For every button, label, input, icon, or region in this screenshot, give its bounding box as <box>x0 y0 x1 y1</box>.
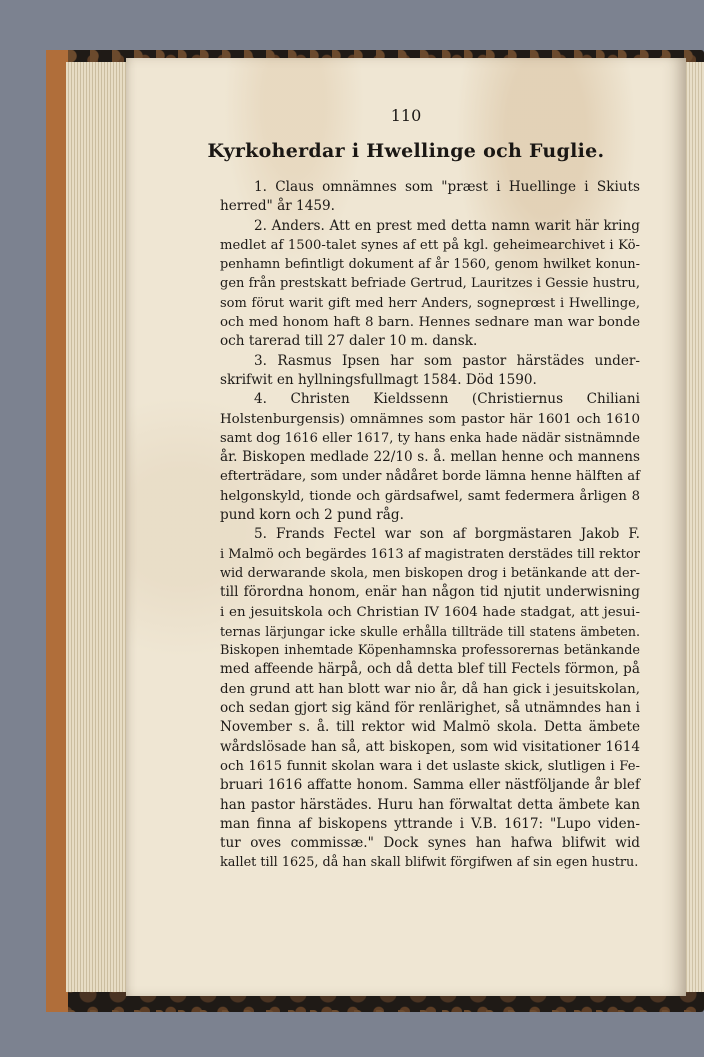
page-stack-right <box>684 62 704 992</box>
text-line: 5. Frands Fectel war son af borgmästaren Jakob F. <box>254 526 640 543</box>
text-line: 1. Claus omnämnes som "præst i Huellinge i Skiuts <box>254 179 640 195</box>
text-line: wårdslösade han så, att biskopen, som wid visitationer 1614 <box>220 738 640 755</box>
page-number: 110 <box>390 106 422 125</box>
text-line: Biskopen inhemtade Köpenhamnska professorernas betänkande <box>220 643 640 659</box>
page-title: Kyrkoherdar i Hwellinge och Fuglie. <box>207 140 605 162</box>
page-stack-left <box>66 62 126 992</box>
text-line: gen från prestskatt befriade Gertrud, Lauritzes i Gessie hustru, <box>220 276 640 292</box>
text-line: ternas lärjungar icke skulle erhålla tillträde till statens ämbeten. <box>220 623 640 639</box>
text-line: pund korn och 2 pund råg. <box>220 507 404 524</box>
book-binding-edge <box>46 50 68 1012</box>
text-line: till förordna honom, enär han någon tid njutit underwisning <box>220 584 640 601</box>
text-line: November s. å. till rektor wid Malmö skola. Detta ämbete <box>220 719 640 736</box>
text-line: man finna af biskopens yttrande i V.B. 1617: "Lupo viden- <box>220 815 640 832</box>
text-line: skrifwit en hyllningsfullmagt 1584. Död 1590. <box>220 371 537 388</box>
text-line: helgonskyld, tionde och gärdsafwel, samt federmera årligen 8 <box>220 488 640 504</box>
text-line: tur oves commissæ." Dock synes han hafwa blifwit wid <box>220 835 640 852</box>
text-line: wid derwarande skola, men biskopen drog i betänkande att der- <box>220 565 640 581</box>
text-line: kallet till 1625, då han skall blifwit förgifwen af sin egen hustru. <box>220 855 639 871</box>
text-line: 3. Rasmus Ipsen har som pastor härstädes under- <box>254 352 640 369</box>
text-line: med affeende härpå, och då detta blef till Fectels förmon, på <box>220 661 640 678</box>
text-line: 2. Anders. Att en prest med detta namn warit här kring <box>254 217 640 234</box>
text-line: Holstenburgensis) omnämnes som pastor här 1601 och 1610 <box>220 411 640 427</box>
text-line: och med honom haft 8 barn. Hennes sednare man war bonde <box>220 315 640 331</box>
text-line: och tarerad till 27 daler 10 m. dansk. <box>220 333 478 350</box>
text-line: i Malmö och begärdes 1613 af magistraten derstädes till rektor <box>220 546 640 562</box>
text-line: han pastor härstädes. Huru han förwaltat detta ämbete kan <box>220 796 640 813</box>
text-line: och 1615 funnit skolan wara i det uslaste skick, slutligen i Fe- <box>220 758 640 774</box>
book-page <box>126 58 686 996</box>
text-line: år. Biskopen medlade 22/10 s. å. mellan henne och mannens <box>220 449 640 466</box>
text-line: som förut warit gift med herr Anders, sogneprœst i Hwellinge, <box>220 295 640 311</box>
text-line: herred" år 1459. <box>220 198 335 215</box>
text-line: i en jesuitskola och Christian IV 1604 hade stadgat, att jesui- <box>220 604 640 620</box>
text-line: den grund att han blott war nio år, då han gick i jesuitskolan, <box>220 681 640 697</box>
body-text <box>220 178 640 873</box>
text-line: penhamn befintligt dokument af år 1560, genom hwilket konun- <box>220 257 640 273</box>
text-line: samt dog 1616 eller 1617, ty hans enka hade nädär sistnämnde <box>220 430 640 446</box>
text-line: och sedan gjort sig känd för renlärighet, så utnämndes han i <box>220 700 640 717</box>
text-line: medlet af 1500-talet synes af ett på kgl. geheimearchivet i Kö- <box>220 237 640 253</box>
text-line: 4. Christen Kieldssenn (Christiernus Chiliani <box>254 391 640 408</box>
text-line: bruari 1616 affatte honom. Samma eller nästföljande år blef <box>220 777 640 794</box>
text-line: efterträdare, som under nådåret borde lämna henne hälften af <box>220 469 640 485</box>
